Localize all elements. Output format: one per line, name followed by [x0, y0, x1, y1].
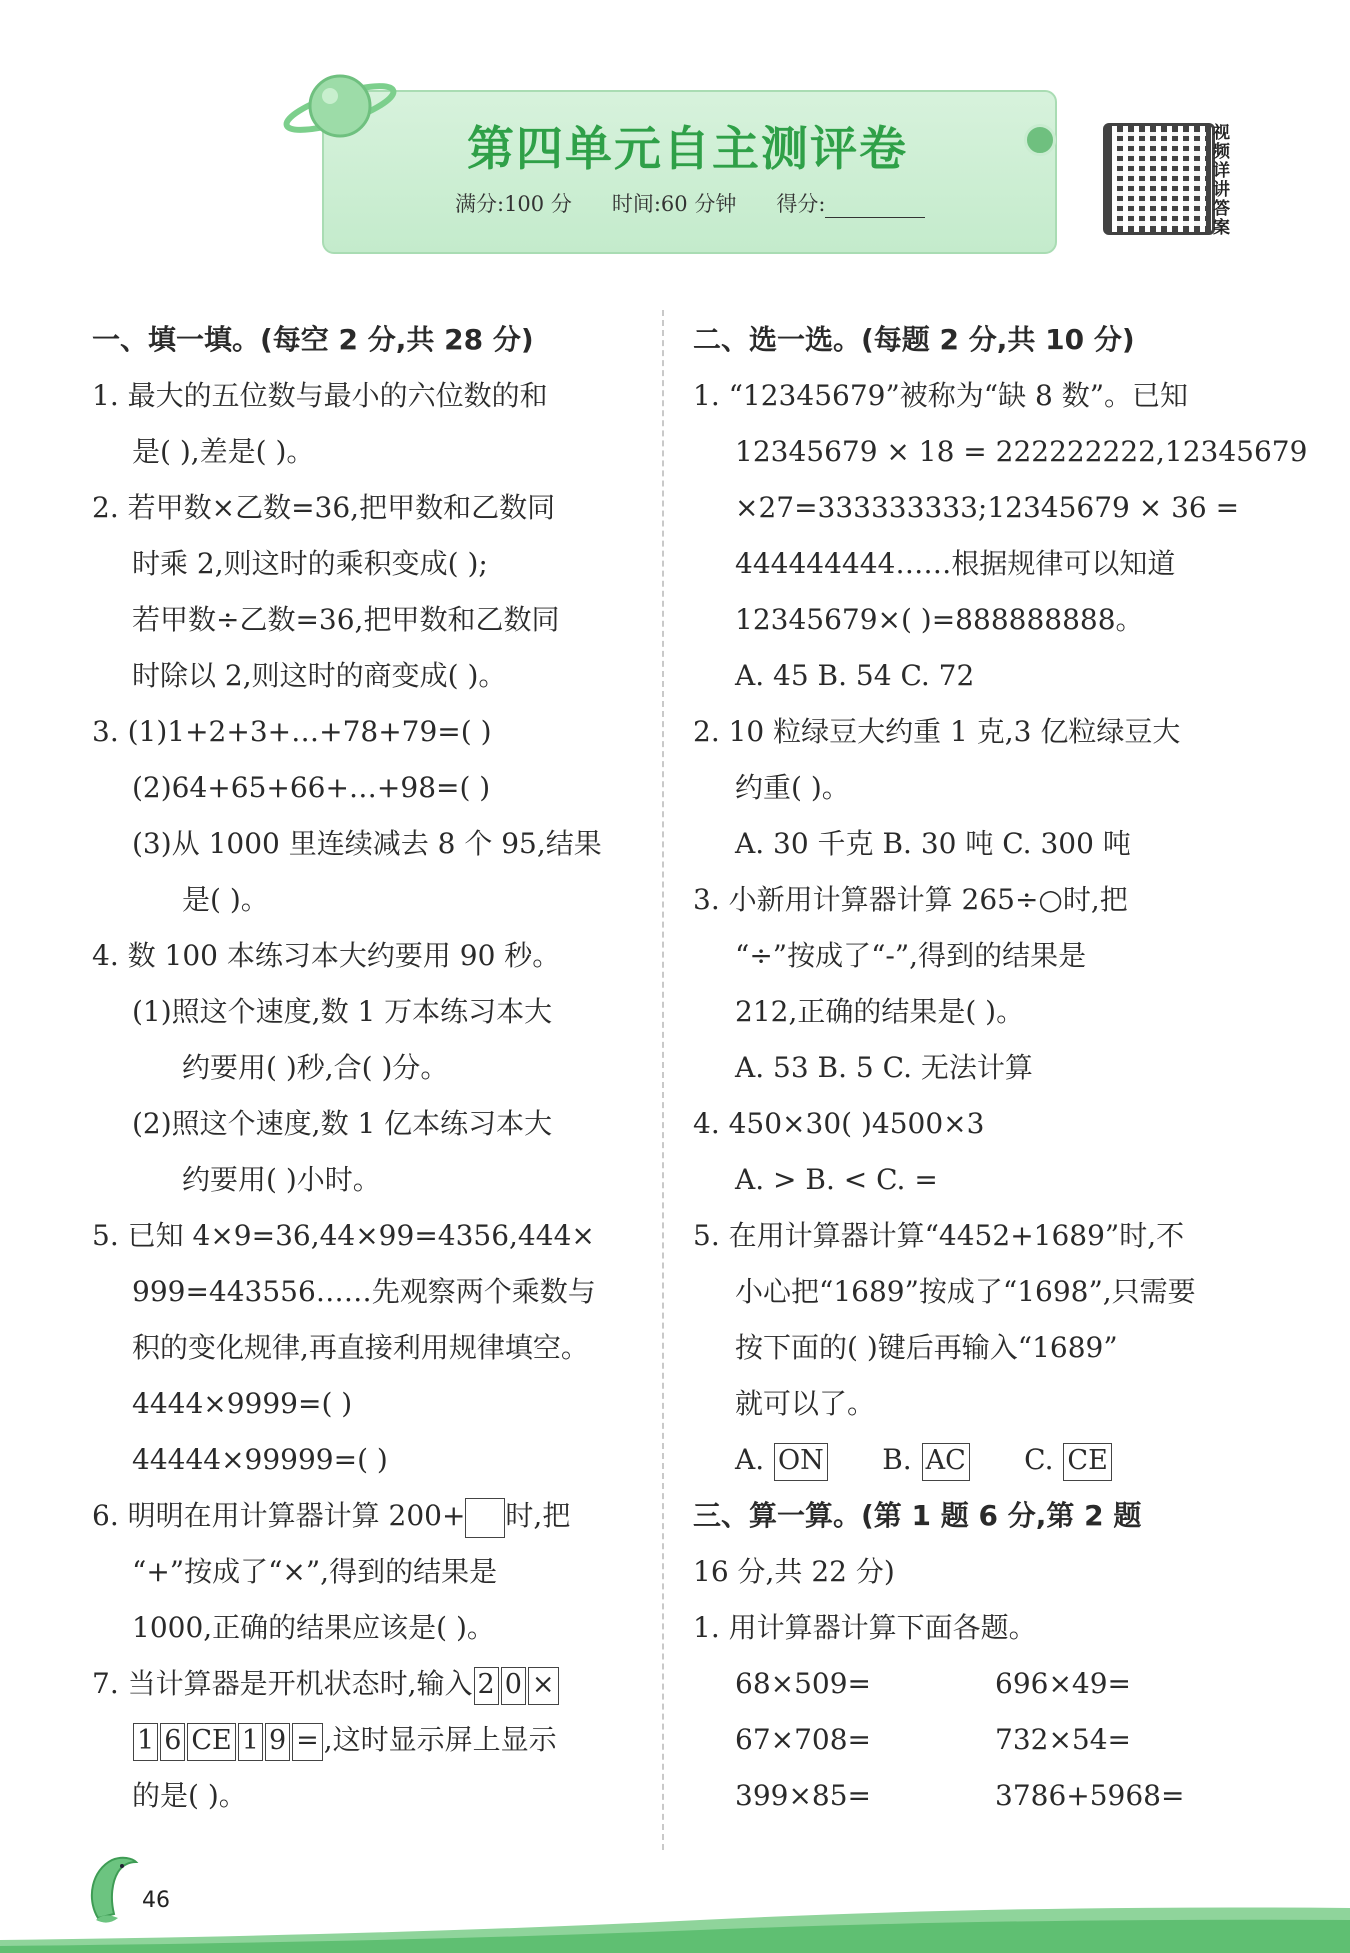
question-line: 999=443556……先观察两个乘数与	[132, 1275, 596, 1308]
key-ce: CE	[1063, 1443, 1111, 1481]
question-6-line-1	[92, 1488, 647, 1544]
question-line: 4444×9999=( )	[132, 1387, 353, 1420]
calc-item: 67×708=	[735, 1723, 871, 1756]
question-7-line-1	[92, 1656, 647, 1712]
key-ac: AC	[922, 1443, 970, 1481]
question-line: 若甲数÷乙数=36,把甲数和乙数同	[132, 603, 560, 636]
key-0: 0	[501, 1667, 526, 1705]
option-c-label: C.	[1024, 1443, 1054, 1476]
question-line: (2)照这个速度,数 1 亿本练习本大	[132, 1107, 553, 1140]
option-b-label: B.	[882, 1443, 912, 1476]
full-score: 满分:100 分	[455, 192, 572, 216]
right-column	[693, 312, 1308, 1824]
question-line: 约要用( )小时。	[182, 1163, 381, 1196]
question-line: 2. 10 粒绿豆大约重 1 克,3 亿粒绿豆大	[693, 715, 1181, 748]
score-label: 得分:	[776, 192, 826, 216]
question-line: 是( ),差是( )。	[132, 435, 315, 468]
question-line: 4. 数 100 本练习本大约要用 90 秒。	[92, 939, 561, 972]
question-text: 6. 明明在用计算器计算 200+	[92, 1499, 466, 1532]
key-9: 9	[265, 1723, 290, 1761]
question-line: “+”按成了“×”,得到的结果是	[132, 1555, 498, 1588]
options-line: A. 53 B. 5 C. 无法计算	[735, 1051, 1033, 1084]
question-line: 5. 在用计算器计算“4452+1689”时,不	[693, 1219, 1185, 1252]
question-line: (1)照这个速度,数 1 万本练习本大	[132, 995, 553, 1028]
section-title-calc-cont: 16 分,共 22 分)	[693, 1555, 895, 1588]
question-line: 1. 用计算器计算下面各题。	[693, 1611, 1037, 1644]
key-on: ON	[774, 1443, 828, 1481]
answer-box[interactable]	[465, 1498, 505, 1538]
calc-item: 696×49=	[995, 1667, 1131, 1700]
question-line: 时乘 2,则这时的乘积变成( );	[132, 547, 488, 580]
calc-item: 68×509=	[735, 1667, 871, 1700]
calc-item: 3786+5968=	[995, 1779, 1185, 1812]
dolphin-icon	[78, 1848, 142, 1928]
question-line: “÷”按成了“-”,得到的结果是	[735, 939, 1087, 972]
column-divider	[662, 310, 664, 1850]
question-line: (3)从 1000 里连续减去 8 个 95,结果	[132, 827, 602, 860]
score-blank[interactable]	[825, 197, 925, 218]
question-line: 44444×99999=( )	[132, 1443, 388, 1476]
question-line: 1. “12345679”被称为“缺 8 数”。已知	[693, 379, 1189, 412]
question-line: 12345679 × 18 = 222222222,12345679	[735, 435, 1308, 468]
page-title: 第四单元自主测评卷	[467, 122, 908, 177]
options-line: A. 30 千克 B. 30 吨 C. 300 吨	[735, 827, 1131, 860]
key-1: 1	[238, 1723, 263, 1761]
score-info	[455, 188, 925, 218]
section-title-fill: 一、填一填。(每空 2 分,共 28 分)	[92, 323, 534, 356]
question-line: 5. 已知 4×9=36,44×99=4356,444×	[92, 1219, 595, 1252]
question-text: 7. 当计算器是开机状态时,输入	[92, 1667, 473, 1700]
key-2: 2	[474, 1667, 499, 1705]
key-1: 1	[133, 1723, 158, 1761]
key-multiply: ×	[528, 1667, 559, 1705]
question-line: 2. 若甲数×乙数=36,把甲数和乙数同	[92, 491, 556, 524]
question-line: 12345679×( )=888888888。	[735, 603, 1144, 636]
question-line: 是( )。	[182, 883, 269, 916]
options-line: A. > B. < C. =	[735, 1163, 938, 1196]
section-title-calc: 三、算一算。(第 1 题 6 分,第 2 题	[693, 1499, 1142, 1532]
question-line: 约重( )。	[735, 771, 850, 804]
question-line: (2)64+65+66+…+98=( )	[132, 771, 491, 804]
qr-label: 视频详讲答案	[1213, 123, 1230, 238]
question-line: 212,正确的结果是( )。	[735, 995, 1025, 1028]
question-line: ×27=333333333;12345679 × 36 =	[735, 491, 1240, 524]
score-field	[776, 188, 925, 218]
question-line: 按下面的( )键后再输入“1689”	[735, 1331, 1118, 1364]
question-line: 的是( )。	[132, 1779, 247, 1812]
calc-item: 399×85=	[735, 1779, 871, 1812]
q5-options	[693, 1432, 1253, 1488]
page-number: 46	[142, 1888, 170, 1913]
qr-code-icon[interactable]	[1103, 123, 1215, 235]
question-line: 1. 最大的五位数与最小的六位数的和	[92, 379, 548, 412]
question-line: 积的变化规律,再直接利用规律填空。	[132, 1331, 589, 1364]
key-6: 6	[160, 1723, 185, 1761]
calc-row	[693, 1656, 1253, 1712]
question-line: 时除以 2,则这时的商变成( )。	[132, 659, 507, 692]
question-line: 4. 450×30( )4500×3	[693, 1107, 985, 1140]
calc-row	[693, 1768, 1253, 1824]
question-7-line-2	[92, 1712, 647, 1768]
calc-item: 732×54=	[995, 1723, 1131, 1756]
options-line: A. 45 B. 54 C. 72	[735, 659, 975, 692]
footer-wave	[0, 1880, 1350, 1953]
calc-row	[693, 1712, 1253, 1768]
key-ce: CE	[187, 1723, 235, 1761]
question-line: 约要用( )秒,合( )分。	[182, 1051, 449, 1084]
question-line: 444444444……根据规律可以知道	[735, 547, 1176, 580]
key-equals: =	[292, 1723, 323, 1761]
question-line: 就可以了。	[735, 1387, 876, 1420]
question-line: 3. 小新用计算器计算 265÷○时,把	[693, 883, 1128, 916]
section-title-choice: 二、选一选。(每题 2 分,共 10 分)	[693, 323, 1135, 356]
left-column	[92, 312, 647, 1824]
time-limit: 时间:60 分钟	[611, 192, 737, 216]
question-text: ,这时显示屏上显示	[323, 1723, 557, 1756]
question-line: 小心把“1689”按成了“1698”,只需要	[735, 1275, 1196, 1308]
question-line: 3. (1)1+2+3+…+78+79=( )	[92, 715, 492, 748]
question-line: 1000,正确的结果应该是( )。	[132, 1611, 495, 1644]
question-text: 时,把	[505, 1499, 571, 1532]
option-a-label: A.	[735, 1443, 765, 1476]
